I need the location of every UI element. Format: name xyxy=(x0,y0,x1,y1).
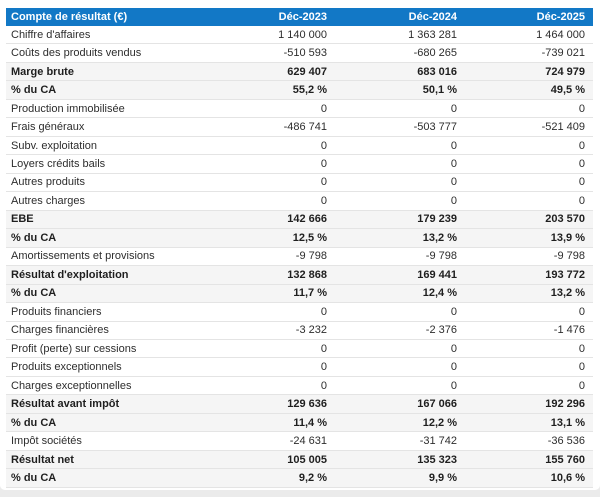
cell-value: 0 xyxy=(578,158,585,171)
row-label: Impôt sociétés xyxy=(11,435,82,448)
cell-value: 0 xyxy=(450,361,457,374)
table-row xyxy=(6,211,593,229)
row-label: Résultat avant impôt xyxy=(11,398,120,411)
cell-value: 0 xyxy=(450,342,457,355)
table-row xyxy=(6,432,593,450)
row-label: Autres produits xyxy=(11,176,85,189)
cell-value: 0 xyxy=(578,176,585,189)
cell-value: 193 772 xyxy=(545,268,585,281)
cell-value: -739 021 xyxy=(541,47,585,60)
row-label: Subv. exploitation xyxy=(11,139,98,152)
cell-value: 0 xyxy=(450,194,457,207)
row-label: Marge brute xyxy=(11,65,74,78)
cell-value: 11,4 % xyxy=(293,416,327,429)
cell-value: 12,5 % xyxy=(292,231,327,244)
cell-value: 0 xyxy=(450,305,457,318)
cell-value: -36 536 xyxy=(547,435,585,448)
table-row xyxy=(6,266,593,284)
cell-value: 49,5 % xyxy=(550,84,585,97)
table-row xyxy=(6,192,593,210)
cell-value: 0 xyxy=(320,305,327,318)
row-label: Résultat net xyxy=(11,453,74,466)
column-header-dec-2023: Déc-2023 xyxy=(278,11,327,23)
table-row xyxy=(6,340,593,358)
table-row xyxy=(6,469,593,487)
cell-value: 0 xyxy=(450,176,457,189)
cell-value: -2 376 xyxy=(425,324,457,337)
cell-value: 192 296 xyxy=(545,398,585,411)
cell-value: 1 363 281 xyxy=(408,28,457,41)
table-row xyxy=(6,248,593,266)
table-row xyxy=(6,358,593,376)
cell-value: -24 631 xyxy=(289,435,327,448)
cell-value: 179 239 xyxy=(417,213,457,226)
cell-value: 10,6 % xyxy=(550,471,585,484)
row-label: % du CA xyxy=(11,471,57,484)
table-row xyxy=(6,322,593,340)
cell-value: 13,1 % xyxy=(550,416,585,429)
cell-value: 11,7 % xyxy=(293,287,327,300)
row-label: Profit (perte) sur cessions xyxy=(11,342,137,355)
cell-value: -521 409 xyxy=(541,121,585,134)
table-row xyxy=(6,395,593,413)
cell-value: 105 005 xyxy=(287,453,327,466)
income-statement-table xyxy=(6,8,593,488)
cell-value: 13,9 % xyxy=(550,231,585,244)
cell-value: -9 798 xyxy=(295,250,327,263)
table-row xyxy=(6,377,593,395)
cell-value: 0 xyxy=(320,139,327,152)
table-row xyxy=(6,137,593,155)
cell-value: 9,9 % xyxy=(428,471,457,484)
table-row xyxy=(6,118,593,136)
row-label: Amortissements et provisions xyxy=(11,250,155,263)
cell-value: 50,1 % xyxy=(422,84,457,97)
row-label: Produits exceptionnels xyxy=(11,361,122,374)
row-label: % du CA xyxy=(11,84,57,97)
cell-value: 132 868 xyxy=(287,268,327,281)
table-row xyxy=(6,155,593,173)
cell-value: 0 xyxy=(320,342,327,355)
table-row xyxy=(6,303,593,321)
row-label: % du CA xyxy=(11,287,57,300)
cell-value: 0 xyxy=(450,139,457,152)
cell-value: -31 742 xyxy=(419,435,457,448)
row-label: EBE xyxy=(11,213,34,226)
cell-value: 12,4 % xyxy=(422,287,457,300)
row-label: Charges financières xyxy=(11,324,109,337)
table-row xyxy=(6,44,593,62)
row-label: Frais généraux xyxy=(11,121,85,134)
cell-value: 203 570 xyxy=(545,213,585,226)
row-label: Coûts des produits vendus xyxy=(11,47,142,60)
cell-value: -9 798 xyxy=(553,250,585,263)
row-label: Charges exceptionnelles xyxy=(11,379,132,392)
table-row xyxy=(6,229,593,247)
table-row xyxy=(6,26,593,44)
cell-value: 55,2 % xyxy=(292,84,327,97)
cell-value: 169 441 xyxy=(417,268,457,281)
column-header-dec-2024: Déc-2024 xyxy=(408,11,457,23)
cell-value: 0 xyxy=(578,102,585,115)
cell-value: -510 593 xyxy=(283,47,327,60)
table-row xyxy=(6,285,593,303)
cell-value: -503 777 xyxy=(413,121,457,134)
table-row xyxy=(6,174,593,192)
cell-value: 129 636 xyxy=(287,398,327,411)
cell-value: 0 xyxy=(320,194,327,207)
cell-value: 0 xyxy=(320,158,327,171)
cell-value: -9 798 xyxy=(425,250,457,263)
row-label: % du CA xyxy=(11,416,57,429)
cell-value: 9,2 % xyxy=(298,471,327,484)
cell-value: 0 xyxy=(578,305,585,318)
cell-value: 683 016 xyxy=(417,65,457,78)
cell-value: 0 xyxy=(450,102,457,115)
cell-value: -3 232 xyxy=(295,324,327,337)
cell-value: 142 666 xyxy=(287,213,327,226)
cell-value: -486 741 xyxy=(283,121,327,134)
cell-value: -1 476 xyxy=(553,324,585,337)
table-row xyxy=(6,100,593,118)
cell-value: 0 xyxy=(578,139,585,152)
cell-value: 135 323 xyxy=(417,453,457,466)
cell-value: 155 760 xyxy=(545,453,585,466)
cell-value: 0 xyxy=(578,361,585,374)
cell-value: 0 xyxy=(320,361,327,374)
cell-value: 13,2 % xyxy=(550,287,585,300)
cell-value: 0 xyxy=(320,379,327,392)
row-label: Production immobilisée xyxy=(11,102,125,115)
table-header-row xyxy=(6,8,593,26)
row-label: Loyers crédits bails xyxy=(11,158,106,171)
table-title: Compte de résultat (€) xyxy=(11,11,128,23)
row-label: % du CA xyxy=(11,231,57,244)
table-body xyxy=(6,26,593,488)
cell-value: 0 xyxy=(578,342,585,355)
column-header-dec-2025: Déc-2025 xyxy=(536,11,585,23)
cell-value: 1 464 000 xyxy=(536,28,585,41)
cell-value: 0 xyxy=(578,194,585,207)
row-label: Résultat d'exploitation xyxy=(11,268,129,281)
cell-value: 167 066 xyxy=(417,398,457,411)
cell-value: 724 979 xyxy=(545,65,585,78)
cell-value: 0 xyxy=(578,379,585,392)
table-row xyxy=(6,451,593,469)
cell-value: 0 xyxy=(320,102,327,115)
table-row xyxy=(6,81,593,99)
cell-value: -680 265 xyxy=(413,47,457,60)
cell-value: 0 xyxy=(320,176,327,189)
row-label: Chiffre d'affaires xyxy=(11,28,91,41)
table-row xyxy=(6,414,593,432)
cell-value: 12,2 % xyxy=(422,416,457,429)
cell-value: 0 xyxy=(450,158,457,171)
table-row xyxy=(6,63,593,81)
row-label: Produits financiers xyxy=(11,305,102,318)
row-label: Autres charges xyxy=(11,194,85,207)
cell-value: 629 407 xyxy=(287,65,327,78)
cell-value: 0 xyxy=(450,379,457,392)
cell-value: 1 140 000 xyxy=(278,28,327,41)
cell-value: 13,2 % xyxy=(422,231,457,244)
